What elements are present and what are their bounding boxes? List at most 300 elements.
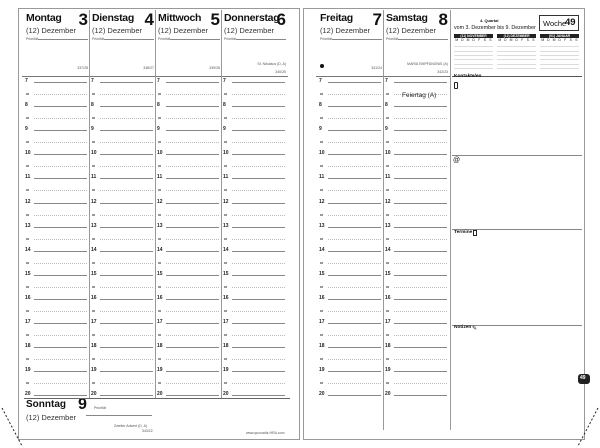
hour-line (232, 154, 285, 155)
hour-line (394, 275, 447, 276)
hour-line (232, 82, 285, 83)
hour-label: 8 (223, 102, 226, 109)
corner-decoration-right (574, 404, 600, 448)
half-hour-line (34, 263, 87, 264)
hour-label: 10 (25, 150, 31, 157)
half-hour-marker (158, 93, 161, 95)
hour-line (100, 178, 153, 179)
half-hour-marker (386, 93, 389, 95)
half-hour-line (100, 287, 153, 288)
hour-label: 20 (385, 391, 391, 398)
half-hour-marker (320, 93, 323, 95)
hour-line (100, 130, 153, 131)
hour-label: 19 (157, 367, 163, 374)
priority-label: Priorität (320, 37, 333, 41)
half-hour-line (100, 335, 153, 336)
hour-label: 19 (91, 367, 97, 374)
hour-line (166, 106, 219, 107)
hour-label: 17 (319, 319, 325, 325)
hour-line (232, 347, 285, 348)
hour-line (166, 395, 219, 396)
mini-calendar-weekday: S (483, 38, 486, 43)
half-hour-line (166, 142, 219, 143)
half-hour-marker (320, 141, 323, 143)
hour-line (100, 106, 153, 107)
contacts-label: Kontakte/en (454, 74, 482, 79)
hour-label: 17 (157, 319, 163, 325)
half-hour-line (34, 142, 87, 143)
mini-calendar-weekday: M (466, 38, 470, 43)
day-number: 8 (438, 10, 448, 29)
half-hour-marker (320, 358, 323, 360)
hour-label: 9 (223, 126, 226, 133)
half-hour-marker (320, 286, 323, 288)
hour-line (328, 106, 381, 107)
half-hour-marker (320, 238, 323, 240)
hour-line (34, 130, 87, 131)
hour-line (100, 154, 153, 155)
hour-line (100, 203, 153, 204)
sunday-name: Sonntag (26, 399, 66, 410)
half-hour-marker (158, 141, 161, 143)
half-hour-line (328, 263, 381, 264)
half-hour-marker (224, 214, 227, 216)
day-month: (12) Dezember (386, 26, 437, 35)
hour-line (34, 275, 87, 276)
hour-label: 10 (223, 150, 229, 157)
hour-label: 15 (25, 270, 31, 277)
day-number: 3 (78, 10, 88, 29)
hour-label: 7 (223, 78, 226, 84)
half-hour-line (166, 287, 219, 288)
hour-line (394, 203, 447, 204)
half-hour-line (328, 287, 381, 288)
half-hour-marker (386, 141, 389, 143)
website: www.quovadis-HRA.com (246, 431, 285, 435)
half-hour-line (394, 190, 447, 191)
hour-label: 9 (319, 126, 322, 133)
half-hour-line (34, 94, 87, 95)
half-hour-line (232, 94, 285, 95)
hour-line (232, 323, 285, 324)
half-hour-marker (320, 382, 323, 384)
hour-label: 10 (157, 150, 163, 157)
hour-label: 14 (385, 246, 391, 253)
mini-calendar-weekday: S (489, 38, 492, 43)
hour-label: 14 (91, 246, 97, 253)
hour-line (328, 395, 381, 396)
sunday-block (24, 398, 288, 434)
day-name: Freitag (320, 12, 353, 24)
half-hour-marker (92, 262, 95, 264)
mini-calendar-cell (488, 64, 494, 68)
half-hour-marker (26, 117, 29, 119)
hour-label: 16 (385, 294, 391, 301)
pencil-icon: ✎ (472, 326, 478, 332)
half-hour-line (232, 311, 285, 312)
half-hour-marker (26, 310, 29, 312)
hour-line (100, 251, 153, 252)
hour-label: 19 (223, 367, 229, 374)
hour-label: 7 (25, 78, 28, 84)
week-label: Woche (543, 19, 567, 28)
half-hour-line (100, 239, 153, 240)
day-number: 4 (144, 10, 154, 29)
half-hour-line (328, 215, 381, 216)
hour-label: 13 (91, 222, 97, 229)
hour-label: 14 (223, 246, 229, 253)
half-hour-line (232, 215, 285, 216)
mini-calendar (540, 34, 579, 69)
half-hour-line (100, 311, 153, 312)
day-name: Montag (26, 12, 62, 24)
mini-calendar-weekday: M (541, 38, 545, 43)
hour-line (394, 106, 447, 107)
mini-calendar-cell (574, 64, 580, 68)
mini-calendar-title: (11) NOVEMBER (454, 34, 493, 38)
half-hour-marker (158, 262, 161, 264)
hour-label: 10 (385, 150, 391, 157)
hour-label: 8 (91, 102, 94, 109)
half-hour-marker (320, 189, 323, 191)
mini-calendar-title: (12) DEZEMBER (497, 34, 536, 38)
half-hour-line (34, 215, 87, 216)
half-hour-line (232, 335, 285, 336)
mini-calendar-weekday: D (558, 38, 561, 43)
half-hour-line (166, 190, 219, 191)
hour-label: 8 (385, 102, 388, 109)
hour-line (232, 251, 285, 252)
hour-label: 13 (385, 222, 391, 229)
hour-label: 12 (91, 198, 97, 205)
hour-label: 14 (157, 246, 163, 253)
half-hour-line (34, 118, 87, 119)
day-count: 338/27 (143, 66, 154, 70)
half-hour-line (328, 118, 381, 119)
half-hour-line (394, 383, 447, 384)
half-hour-line (100, 142, 153, 143)
half-hour-line (232, 190, 285, 191)
half-hour-marker (224, 310, 227, 312)
half-hour-marker (92, 214, 95, 216)
hour-label: 7 (385, 78, 388, 84)
half-hour-marker (224, 189, 227, 191)
half-hour-line (394, 359, 447, 360)
half-hour-line (328, 239, 381, 240)
day-month: (12) Dezember (26, 26, 77, 35)
half-hour-line (328, 335, 381, 336)
half-hour-line (166, 215, 219, 216)
half-hour-marker (386, 310, 389, 312)
hour-label: 12 (385, 198, 391, 205)
hour-label: 10 (319, 150, 325, 157)
half-hour-line (166, 383, 219, 384)
hour-line (100, 323, 153, 324)
half-hour-marker (386, 358, 389, 360)
half-hour-marker (158, 310, 161, 312)
half-hour-marker (320, 117, 323, 119)
day-month: (12) Dezember (224, 26, 275, 35)
hour-line (166, 323, 219, 324)
half-hour-line (328, 166, 381, 167)
half-hour-line (34, 287, 87, 288)
sunday-number: 9 (78, 396, 87, 413)
half-hour-line (166, 239, 219, 240)
hour-label: 12 (157, 198, 163, 205)
hour-line (166, 154, 219, 155)
week-number: 49 (565, 17, 576, 28)
hour-line (166, 251, 219, 252)
hour-line (166, 299, 219, 300)
hour-label: 15 (157, 270, 163, 277)
hour-label: 13 (25, 222, 31, 229)
hour-line (100, 347, 153, 348)
half-hour-marker (158, 334, 161, 336)
hour-label: 17 (223, 319, 229, 325)
half-hour-marker (92, 358, 95, 360)
hour-label: 15 (385, 270, 391, 277)
hour-line (166, 347, 219, 348)
hour-label: 18 (157, 343, 163, 350)
hour-label: 8 (25, 102, 28, 109)
half-hour-marker (26, 358, 29, 360)
priority-label: Priorität (26, 37, 39, 41)
hour-line (34, 347, 87, 348)
hour-label: 15 (91, 270, 97, 277)
hour-line (394, 178, 447, 179)
mini-calendar-weekday: M (552, 38, 556, 43)
half-hour-marker (320, 262, 323, 264)
hour-line (394, 82, 447, 83)
half-hour-marker (224, 141, 227, 143)
hour-line (232, 371, 285, 372)
hour-line (328, 227, 381, 228)
half-hour-line (34, 359, 87, 360)
mini-calendar-weekday: F (478, 38, 481, 43)
half-hour-marker (386, 382, 389, 384)
half-hour-line (328, 142, 381, 143)
half-hour-line (232, 359, 285, 360)
mini-calendar (454, 34, 493, 69)
half-hour-line (394, 311, 447, 312)
day-number: 7 (372, 10, 382, 29)
half-hour-marker (92, 93, 95, 95)
half-hour-marker (386, 189, 389, 191)
half-hour-marker (92, 286, 95, 288)
clipboard-icon (473, 230, 477, 236)
hour-label: 11 (385, 174, 391, 181)
hour-label: 9 (91, 126, 94, 133)
hour-label: 19 (319, 367, 325, 374)
hour-line (328, 130, 381, 131)
hour-label: 15 (223, 270, 229, 277)
hour-label: 16 (223, 294, 229, 301)
hour-line (394, 371, 447, 372)
half-hour-line (394, 215, 447, 216)
mini-calendar-weekday: S (569, 38, 572, 43)
day-number: 6 (276, 10, 286, 29)
hour-label: 18 (25, 343, 31, 350)
half-hour-marker (26, 238, 29, 240)
half-hour-line (166, 94, 219, 95)
half-hour-marker (26, 214, 29, 216)
termine-label: Termine (454, 230, 473, 235)
hour-line (232, 275, 285, 276)
quarter-label: 4. Quartal (480, 18, 499, 23)
corner-decoration-left (0, 404, 26, 448)
hour-line (328, 178, 381, 179)
half-hour-marker (386, 262, 389, 264)
hour-line (232, 227, 285, 228)
hour-label: 8 (157, 102, 160, 109)
half-hour-line (328, 359, 381, 360)
half-hour-line (34, 190, 87, 191)
half-hour-marker (92, 334, 95, 336)
mini-calendar-weekday: D (547, 38, 550, 43)
half-hour-line (394, 263, 447, 264)
hour-label: 11 (25, 174, 31, 181)
holiday-label: Feiertag (A) (402, 92, 437, 99)
hour-label: 14 (25, 246, 31, 253)
hour-line (34, 299, 87, 300)
hour-label: 20 (25, 391, 31, 398)
hour-label: 18 (223, 343, 229, 350)
half-hour-marker (224, 382, 227, 384)
day-count: 337/28 (77, 66, 88, 70)
day-event: MARIÄ EMPFÄNGNIS (A) (407, 62, 448, 66)
half-hour-marker (92, 165, 95, 167)
half-hour-marker (92, 141, 95, 143)
day-month: (12) Dezember (92, 26, 143, 35)
day-count: 341/24 (371, 66, 382, 70)
hour-label: 16 (25, 294, 31, 301)
half-hour-marker (26, 93, 29, 95)
hour-line (328, 299, 381, 300)
hour-line (394, 130, 447, 131)
half-hour-line (394, 166, 447, 167)
hour-line (394, 154, 447, 155)
hour-label: 18 (319, 343, 325, 350)
half-hour-line (166, 359, 219, 360)
hour-label: 14 (319, 246, 325, 253)
hour-label: 20 (319, 391, 325, 398)
half-hour-line (328, 190, 381, 191)
half-hour-marker (386, 286, 389, 288)
hour-label: 13 (319, 222, 325, 229)
hour-label: 13 (157, 222, 163, 229)
email-icon: @ (453, 157, 461, 164)
day-count: 339/26 (209, 66, 220, 70)
hour-label: 20 (157, 391, 163, 398)
half-hour-marker (26, 165, 29, 167)
half-hour-marker (386, 117, 389, 119)
half-hour-marker (92, 238, 95, 240)
hour-line (34, 154, 87, 155)
mini-calendar-weekday: S (532, 38, 535, 43)
notizen-label: Notizen (454, 325, 472, 330)
half-hour-line (394, 287, 447, 288)
hour-line (394, 299, 447, 300)
half-hour-marker (320, 165, 323, 167)
hour-label: 10 (91, 150, 97, 157)
hour-label: 12 (319, 198, 325, 205)
mini-calendar-weekday: S (575, 38, 578, 43)
hour-line (328, 275, 381, 276)
hour-label: 12 (25, 198, 31, 205)
hour-line (394, 395, 447, 396)
hour-label: 7 (319, 78, 322, 84)
day-column-thursday (222, 10, 288, 76)
day-name: Samstag (386, 12, 428, 24)
half-hour-marker (92, 189, 95, 191)
day-number: 5 (210, 10, 220, 29)
half-hour-line (34, 239, 87, 240)
hour-line (232, 203, 285, 204)
half-hour-marker (158, 189, 161, 191)
half-hour-line (100, 94, 153, 95)
hour-label: 16 (157, 294, 163, 301)
half-hour-marker (26, 189, 29, 191)
hour-line (232, 130, 285, 131)
half-hour-line (328, 94, 381, 95)
hour-line (232, 299, 285, 300)
hour-line (394, 227, 447, 228)
half-hour-line (34, 311, 87, 312)
hour-line (34, 371, 87, 372)
day-column-friday (318, 10, 384, 76)
hour-line (100, 395, 153, 396)
half-hour-marker (26, 382, 29, 384)
hour-line (328, 154, 381, 155)
hour-label: 18 (91, 343, 97, 350)
half-hour-marker (386, 214, 389, 216)
half-hour-line (34, 383, 87, 384)
hour-line (328, 371, 381, 372)
hour-label: 11 (223, 174, 229, 181)
half-hour-marker (224, 286, 227, 288)
hour-line (100, 371, 153, 372)
priority-label: Priorität (224, 37, 237, 41)
half-hour-marker (224, 238, 227, 240)
hour-label: 19 (385, 367, 391, 374)
week-box (539, 15, 579, 31)
half-hour-marker (224, 334, 227, 336)
hour-line (394, 251, 447, 252)
mini-calendar-weekday: F (521, 38, 524, 43)
mini-calendar-weekday: F (564, 38, 567, 43)
hour-label: 11 (319, 174, 325, 181)
hour-line (100, 82, 153, 83)
hour-label: 17 (385, 319, 391, 325)
half-hour-marker (158, 238, 161, 240)
half-hour-line (100, 359, 153, 360)
hour-line (166, 371, 219, 372)
hour-label: 9 (157, 126, 160, 133)
half-hour-marker (92, 310, 95, 312)
half-hour-line (232, 263, 285, 264)
half-hour-line (232, 239, 285, 240)
half-hour-line (394, 239, 447, 240)
hour-label: 17 (91, 319, 97, 325)
hour-line (166, 178, 219, 179)
hour-line (328, 323, 381, 324)
half-hour-marker (158, 358, 161, 360)
half-hour-marker (224, 93, 227, 95)
half-hour-marker (224, 117, 227, 119)
sunday-event: Zweiter Advent (D, A) (114, 424, 148, 428)
hour-label: 20 (91, 391, 97, 398)
hour-line (232, 395, 285, 396)
